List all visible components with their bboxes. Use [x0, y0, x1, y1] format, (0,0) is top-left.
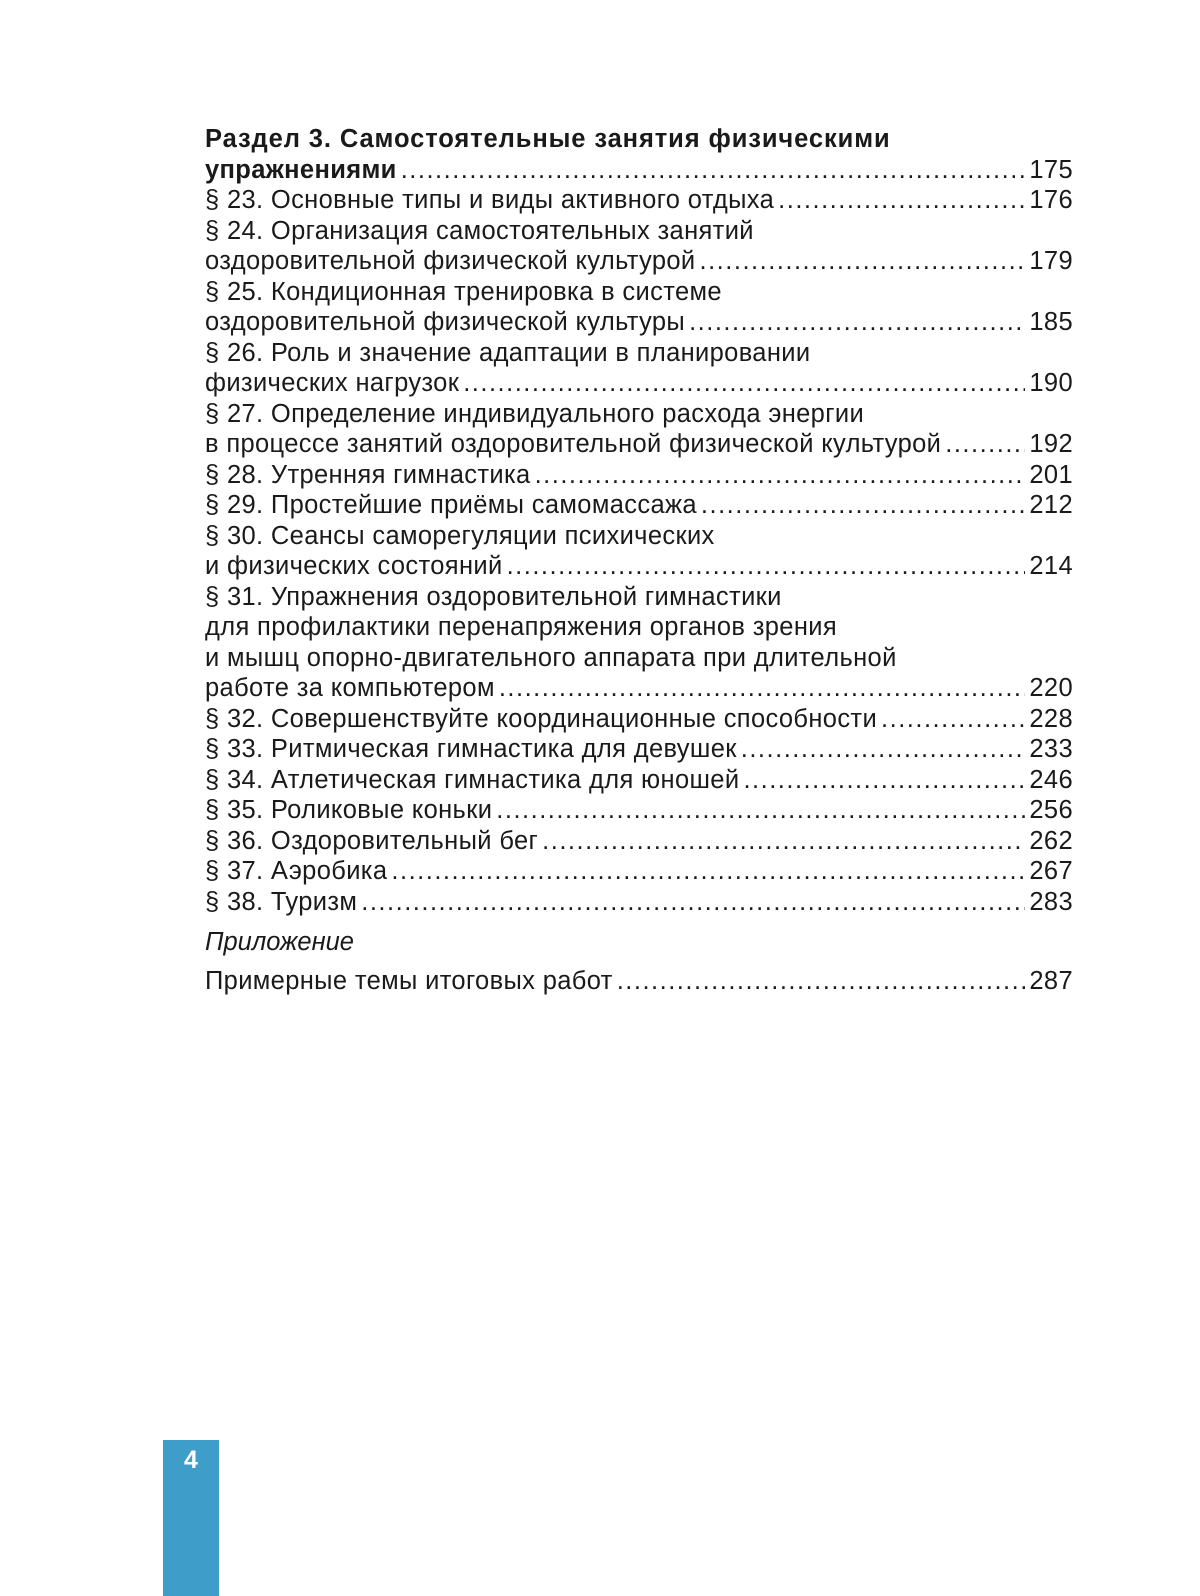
dot-leader [535, 460, 1026, 491]
appendix-entry-text: Примерные темы итоговых работ [205, 966, 613, 995]
toc-entry-title: физических нагрузок [205, 369, 460, 397]
toc-entry[interactable] [205, 521, 1073, 582]
toc-entry-title: § 33. Ритмическая гимнастика для девушек [205, 735, 737, 763]
toc-entry-line: для профилактики перенапряжения органов зрения [205, 613, 838, 641]
toc-entry-page: 283 [1029, 887, 1073, 916]
toc-entry-page: 267 [1029, 857, 1073, 885]
toc-entry-line: § 31. Упражнения оздоровительной гимнастики [205, 582, 782, 611]
toc-entry-page: 246 [1029, 765, 1073, 794]
dot-leader [617, 966, 1026, 997]
toc-entry-last-line [205, 734, 1073, 765]
toc-entry-page: 185 [1029, 308, 1073, 336]
toc-entry-last-line [205, 887, 1073, 918]
toc-entry[interactable] [205, 704, 1073, 735]
toc-entry[interactable] [205, 734, 1073, 765]
dot-leader [391, 856, 1025, 887]
toc-entry-line: § 26. Роль и значение адаптации в планировании [205, 338, 811, 367]
dot-leader [689, 307, 1025, 338]
toc-entry-title: § 35. Роликовые коньки [205, 796, 493, 824]
toc-entry-title: и физических состояний [205, 552, 503, 580]
toc-entry-page: 228 [1029, 704, 1073, 733]
toc-entry-title: § 34. Атлетическая гимнастика для юношей [205, 765, 740, 794]
dot-leader [701, 490, 1025, 521]
toc-entry-line: § 30. Сеансы саморегуляции психических [205, 521, 715, 550]
toc-entry-last-line [205, 307, 1073, 338]
toc-entry-last-line [205, 246, 1073, 277]
page-number: 4 [184, 1446, 198, 1474]
toc-entry-title: § 28. Утренняя гимнастика [205, 460, 531, 489]
toc-entry[interactable] [205, 856, 1073, 887]
toc-entry-last-line [205, 429, 1073, 460]
toc-entry-page: 212 [1029, 491, 1073, 519]
toc-entry-page: 201 [1029, 460, 1073, 489]
toc-entry-page: 192 [1029, 430, 1073, 458]
toc-entry[interactable] [205, 216, 1073, 277]
dot-leader [507, 551, 1026, 582]
dot-leader [700, 246, 1026, 277]
toc-entry[interactable] [205, 582, 1073, 704]
dot-leader [499, 673, 1026, 704]
toc-entry-last-line [205, 368, 1073, 399]
toc-entry-title: в процессе занятий оздоровительной физической культурой [205, 430, 942, 458]
toc-entry[interactable] [205, 399, 1073, 460]
toc-entry-last-line [205, 826, 1073, 857]
toc-entry-title: § 36. Оздоровительный бег [205, 826, 539, 855]
toc-entry[interactable] [205, 765, 1073, 796]
toc-entry-line: § 24. Организация самостоятельных занятий [205, 216, 754, 245]
toc-entry-page: 233 [1029, 735, 1073, 763]
dot-leader [496, 795, 1025, 826]
dot-leader [741, 734, 1026, 765]
section-title: Раздел 3. Самостоятельные занятия физическими [205, 125, 891, 153]
toc-entry-last-line [205, 765, 1073, 796]
toc-entry-last-line [205, 856, 1073, 887]
dot-leader [881, 704, 1025, 735]
page-number-tab [163, 1440, 219, 1596]
toc-entry-title: § 38. Туризм [205, 887, 358, 916]
dot-leader [361, 887, 1025, 918]
toc-entry-last-line [205, 551, 1073, 582]
toc-entry[interactable] [205, 185, 1073, 216]
toc-entry[interactable] [205, 887, 1073, 918]
toc-entry[interactable] [205, 795, 1073, 826]
toc-entry-title: § 32. Совершенствуйте координационные способности [205, 704, 878, 733]
toc-entry[interactable] [205, 490, 1073, 521]
toc-entry-line: § 27. Определение индивидуального расхода энергии [205, 399, 865, 428]
toc-entry-last-line [205, 460, 1073, 491]
toc-entry[interactable] [205, 277, 1073, 338]
toc-entry[interactable] [205, 826, 1073, 857]
toc-entry[interactable] [205, 460, 1073, 491]
toc-entry-page: 179 [1029, 247, 1073, 275]
toc-entry-page: 262 [1029, 826, 1073, 855]
toc-entry-last-line [205, 795, 1073, 826]
toc-entry-title: оздоровительной физической культурой [205, 247, 696, 275]
appendix-entry[interactable] [205, 966, 1073, 997]
toc-entry-page: 190 [1029, 369, 1073, 397]
dot-leader [463, 368, 1025, 399]
toc-entry[interactable] [205, 338, 1073, 399]
section-page: 175 [1029, 155, 1073, 184]
toc-entry-last-line [205, 704, 1073, 735]
toc-entry-last-line [205, 185, 1073, 216]
toc-entry-line: § 25. Кондиционная тренировка в системе [205, 277, 722, 306]
toc-entry-page: 214 [1029, 552, 1073, 580]
dot-leader [743, 765, 1025, 796]
table-of-contents [205, 124, 1073, 996]
toc-entry-line: и мышц опорно-двигательного аппарата при длительной [205, 643, 897, 672]
dot-leader [945, 429, 1025, 460]
toc-entry-page: 220 [1029, 674, 1073, 702]
dot-leader [401, 155, 1026, 186]
appendix-heading: Приложение [205, 928, 354, 956]
toc-entry-title: § 37. Аэробика [205, 857, 388, 885]
toc-entries [205, 185, 1073, 917]
dot-leader [542, 826, 1025, 857]
toc-entry-title: § 23. Основные типы и виды активного отдыха [205, 186, 775, 214]
toc-entry-last-line [205, 490, 1073, 521]
section-title-end: упражнениями [205, 155, 397, 184]
toc-entry-page: 176 [1029, 186, 1073, 214]
dot-leader [778, 185, 1025, 216]
appendix-page: 287 [1029, 966, 1073, 995]
section-title-line[interactable] [205, 155, 1073, 186]
toc-entry-last-line [205, 673, 1073, 704]
toc-entry-title: работе за компьютером [205, 674, 495, 702]
toc-entry-page: 256 [1029, 796, 1073, 824]
toc-entry-title: § 29. Простейшие приёмы самомассажа [205, 491, 697, 519]
toc-entry-title: оздоровительной физической культуры [205, 308, 686, 336]
